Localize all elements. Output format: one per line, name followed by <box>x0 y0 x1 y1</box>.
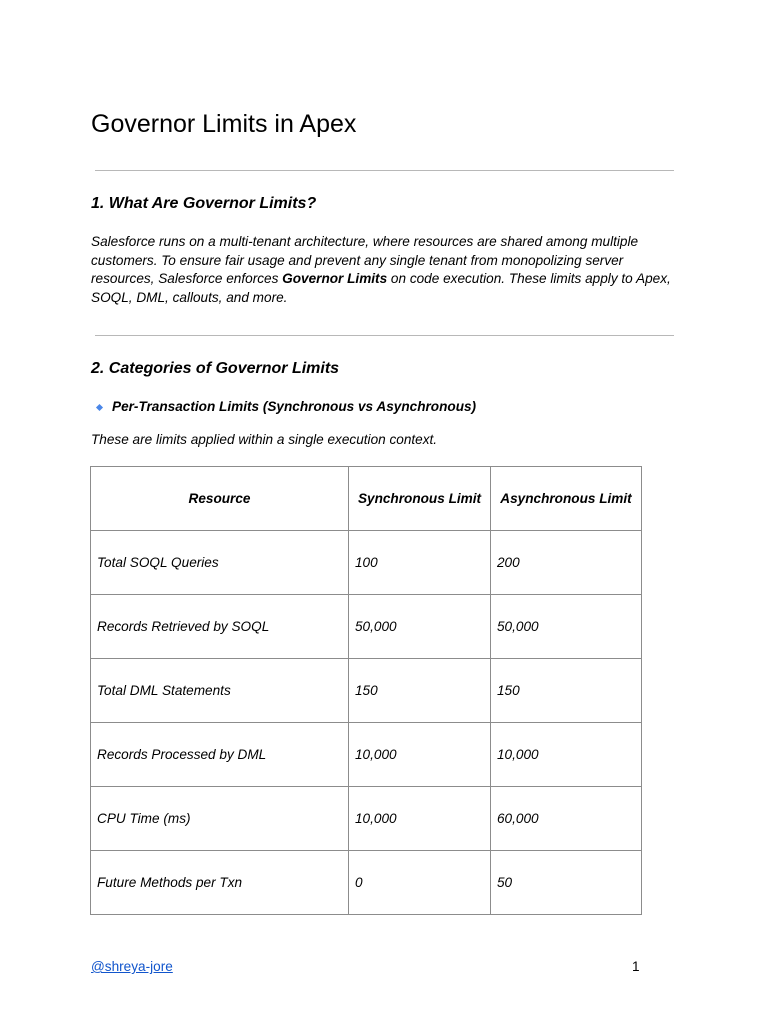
table-header-row <box>91 467 642 531</box>
table-cell: 10,000 <box>349 723 491 787</box>
divider <box>95 335 674 336</box>
table-row <box>91 723 642 787</box>
table-cell: Total SOQL Queries <box>91 531 349 595</box>
table-cell: 50,000 <box>491 595 642 659</box>
table-cell: 50,000 <box>349 595 491 659</box>
table-cell: CPU Time (ms) <box>91 787 349 851</box>
paragraph-bold-text: Governor Limits <box>282 271 388 287</box>
bullet-text: Per-Transaction Limits (Synchronous vs Asynchronous) <box>112 399 477 414</box>
diamond-bullet-icon <box>96 404 103 411</box>
section-heading-1: 1. What Are Governor Limits? <box>91 195 317 212</box>
table-row <box>91 659 642 723</box>
table-cell: 100 <box>349 531 491 595</box>
table-cell: 150 <box>491 659 642 723</box>
table-cell: 60,000 <box>491 787 642 851</box>
divider <box>95 170 674 171</box>
table-row <box>91 851 642 915</box>
table-cell: Records Retrieved by SOQL <box>91 595 349 659</box>
table-cell: Total DML Statements <box>91 659 349 723</box>
table-row <box>91 531 642 595</box>
table-cell: Future Methods per Txn <box>91 851 349 915</box>
page-title: Governor Limits in Apex <box>91 110 357 138</box>
table-header-cell: Synchronous Limit <box>349 467 491 531</box>
table-row <box>91 595 642 659</box>
page-number: 1 <box>632 959 640 974</box>
table-cell: 150 <box>349 659 491 723</box>
table-cell: 200 <box>491 531 642 595</box>
bullet-item <box>97 398 476 416</box>
paragraph-text: Salesforce runs on a multi-tenant architecture, where resources are shared among multiple customers. To ensure fair usage and prevent any single tenant from monopolizing server resources, Salesforce enforces <box>91 234 639 287</box>
table-row <box>91 787 642 851</box>
author-link[interactable]: @shreya-jore <box>91 959 173 974</box>
section-1-paragraph <box>91 233 671 307</box>
table-header-cell: Asynchronous Limit <box>491 467 642 531</box>
table-cell: 10,000 <box>491 723 642 787</box>
table-cell: 50 <box>491 851 642 915</box>
paragraph-text: on code execution. These limits apply to Apex, SOQL, DML, callouts, and more. <box>91 271 671 305</box>
table-header-cell: Resource <box>91 467 349 531</box>
governor-limits-table <box>90 466 642 915</box>
section-2-intro: These are limits applied within a single execution context. <box>91 432 438 447</box>
table-cell: Records Processed by DML <box>91 723 349 787</box>
table-cell: 0 <box>349 851 491 915</box>
table-cell: 10,000 <box>349 787 491 851</box>
section-heading-2: 2. Categories of Governor Limits <box>91 360 340 377</box>
